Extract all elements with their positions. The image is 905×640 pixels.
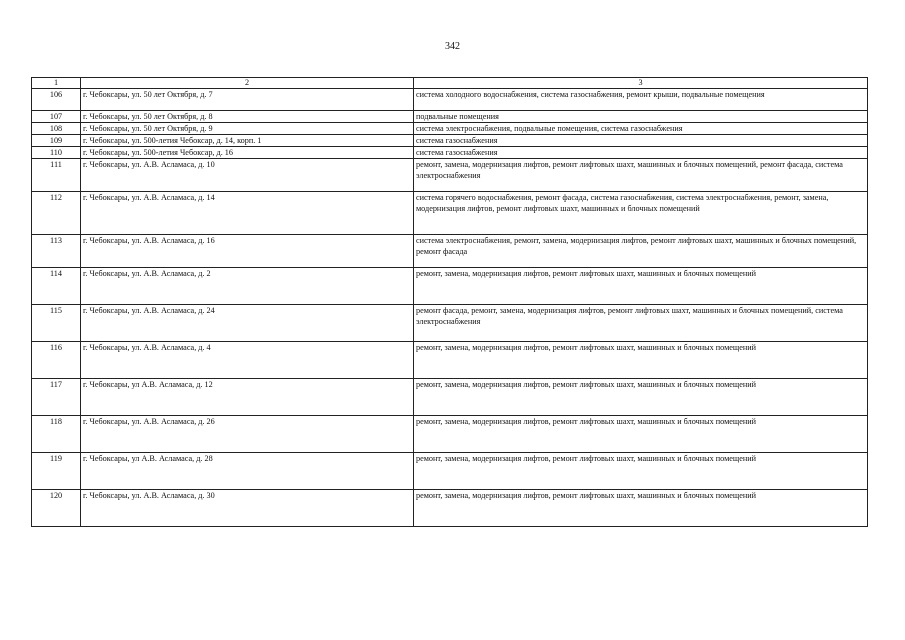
table-row [32, 416, 868, 453]
row-number: 116 [32, 342, 81, 379]
row-works: система электроснабжения, ремонт, замена, модернизация лифтов, ремонт лифтовых шахт, машинных и блочных помещений, ремонт фасада [414, 235, 868, 268]
row-number: 112 [32, 192, 81, 235]
table-row [32, 159, 868, 192]
row-number: 110 [32, 147, 81, 159]
row-number: 113 [32, 235, 81, 268]
column-header-works: 3 [414, 78, 868, 89]
row-number: 118 [32, 416, 81, 453]
page-number: 342 [445, 41, 460, 52]
table-row [32, 268, 868, 305]
row-address: г. Чебоксары, ул. А.В. Асламаса, д. 24 [81, 305, 414, 342]
table-row [32, 235, 868, 268]
row-works: система газоснабжения [414, 135, 868, 147]
row-address: г. Чебоксары, ул. А.В. Асламаса, д. 30 [81, 490, 414, 527]
row-number: 106 [32, 89, 81, 111]
column-header-number: 1 [32, 78, 81, 89]
row-address: г. Чебоксары, ул. А.В. Асламаса, д. 14 [81, 192, 414, 235]
row-address: г. Чебоксары, ул. 500-летия Чебоксар, д. 16 [81, 147, 414, 159]
row-address: г. Чебоксары, ул. 50 лет Октября, д. 7 [81, 89, 414, 111]
row-works: ремонт, замена, модернизация лифтов, ремонт лифтовых шахт, машинных и блочных помещений [414, 379, 868, 416]
row-number: 111 [32, 159, 81, 192]
table-row [32, 379, 868, 416]
row-number: 107 [32, 111, 81, 123]
row-number: 119 [32, 453, 81, 490]
table-body [32, 78, 868, 527]
column-header-address: 2 [81, 78, 414, 89]
row-number: 114 [32, 268, 81, 305]
row-address: г. Чебоксары, ул. 50 лет Октября, д. 9 [81, 123, 414, 135]
row-works: ремонт, замена, модернизация лифтов, ремонт лифтовых шахт, машинных и блочных помещений [414, 342, 868, 379]
row-works: ремонт фасада, ремонт, замена, модернизация лифтов, ремонт лифтовых шахт, машинных и блочных помещений, система электроснабжения [414, 305, 868, 342]
row-number: 117 [32, 379, 81, 416]
row-address: г. Чебоксары, ул. А.В. Асламаса, д. 4 [81, 342, 414, 379]
row-works: система электроснабжения, подвальные помещения, система газоснабжения [414, 123, 868, 135]
row-address: г. Чебоксары, ул. А.В. Асламаса, д. 26 [81, 416, 414, 453]
table-row [32, 305, 868, 342]
table-row [32, 123, 868, 135]
row-address: г. Чебоксары, ул А.В. Асламаса, д. 12 [81, 379, 414, 416]
table-row [32, 192, 868, 235]
table-row [32, 342, 868, 379]
row-works: система газоснабжения [414, 147, 868, 159]
row-address: г. Чебоксары, ул. 50 лет Октября, д. 8 [81, 111, 414, 123]
row-works: ремонт, замена, модернизация лифтов, ремонт лифтовых шахт, машинных и блочных помещений [414, 416, 868, 453]
table-header-row [32, 78, 868, 89]
table-row [32, 135, 868, 147]
row-address: г. Чебоксары, ул. 500-летия Чебоксар, д. 14, корп. 1 [81, 135, 414, 147]
row-works: ремонт, замена, модернизация лифтов, ремонт лифтовых шахт, машинных и блочных помещений [414, 453, 868, 490]
row-number: 109 [32, 135, 81, 147]
table-row [32, 89, 868, 111]
housing-works-table [31, 77, 868, 527]
row-works: ремонт, замена, модернизация лифтов, ремонт лифтовых шахт, машинных и блочных помещений [414, 268, 868, 305]
table-row [32, 111, 868, 123]
row-number: 108 [32, 123, 81, 135]
row-address: г. Чебоксары, ул. А.В. Асламаса, д. 10 [81, 159, 414, 192]
row-address: г. Чебоксары, ул А.В. Асламаса, д. 28 [81, 453, 414, 490]
row-address: г. Чебоксары, ул. А.В. Асламаса, д. 16 [81, 235, 414, 268]
row-works: система горячего водоснабжения, ремонт фасада, система газоснабжения, система электроснабжения, ремонт, замена, модернизация лифтов, ремонт лифтовых шахт, машинных и блочных помещений [414, 192, 868, 235]
row-works: система холодного водоснабжения, система газоснабжения, ремонт крыши, подвальные помещения [414, 89, 868, 111]
row-address: г. Чебоксары, ул. А.В. Асламаса, д. 2 [81, 268, 414, 305]
row-works: подвальные помещения [414, 111, 868, 123]
table-row [32, 453, 868, 490]
table-row [32, 147, 868, 159]
row-number: 120 [32, 490, 81, 527]
row-works: ремонт, замена, модернизация лифтов, ремонт лифтовых шахт, машинных и блочных помещений, ремонт фасада, система электроснабжения [414, 159, 868, 192]
table-row [32, 490, 868, 527]
row-works: ремонт, замена, модернизация лифтов, ремонт лифтовых шахт, машинных и блочных помещений [414, 490, 868, 527]
row-number: 115 [32, 305, 81, 342]
